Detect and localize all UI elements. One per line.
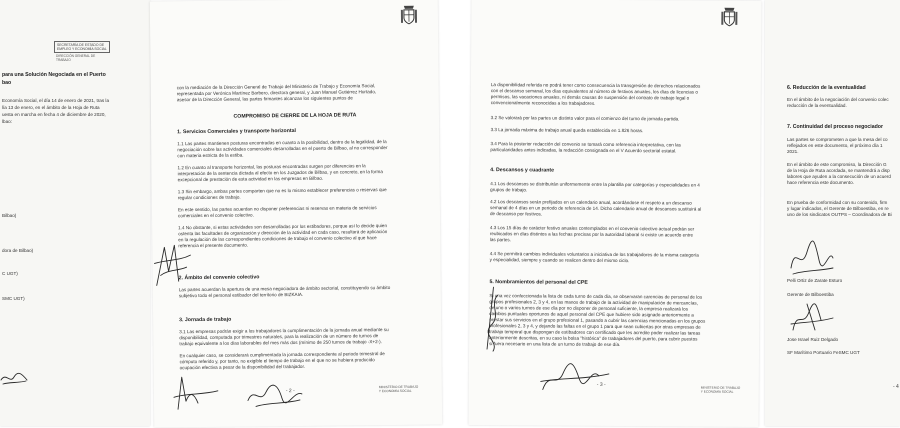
page-number: - 2 -: [286, 388, 295, 394]
paragraph-line: permisos, las vacaciones anuales, ni demás causas de suspensión del contrato de trabajo legal o: [491, 94, 689, 101]
paragraph-line: reducción de la eventualidad.: [787, 103, 847, 109]
signatory-role: Gerente de Bilboestiba: [787, 292, 834, 298]
page1-list-item: dora de Bilbao): [2, 248, 33, 254]
paragraph-line: 1.2 En cuanto al transporte horizontal, las posturas encontradas surgen por diferencias en la: [177, 163, 365, 171]
section-heading-7: 7. Continuidad del proceso negociador: [787, 124, 883, 130]
paragraph-line: 4.3 Los 15 días de carácter festivo anuales contemplados en el convenio colectivo actual podrán ser: [490, 225, 694, 233]
section-heading-2: 2. Ámbito del convenio colectivo: [179, 274, 260, 281]
paragraph-line: prestar sus servicios en el grupo profesional 1, pasando a cubrir las carencias mencionadas en los grupos: [489, 317, 705, 325]
section-heading-6: 6. Reducción de la eventualidad: [787, 85, 866, 91]
stamp-line: MINISTERIO DE TRABAJO: [379, 385, 418, 389]
paragraph-line: disponibilidad, computada por trimestres naturales, para la realización de un número de turnos de: [179, 333, 378, 341]
page1-list-item: Bilbao): [2, 213, 16, 219]
signatory-role: SF Marítimo Portuario FeSMC UGT: [787, 350, 860, 356]
paragraph-line: reubicados en días distintos a las fechas precisas por la autoridad laboral si existe un acuerdo entre: [490, 231, 693, 239]
page1-list-item: C UGT): [2, 271, 18, 277]
paragraph-line: Las partes acuerdan la apertura de una mesa negociadora de ámbito sectorial, constituyendo su ámbito: [179, 285, 391, 293]
page1-title-line: bao: [2, 80, 11, 86]
paragraph-line: negociación sobre las actividades comerciales desarrolladas en el puerto de Bilbao, al no corresponder: [177, 145, 387, 153]
paragraph-line: grupos profesionales 2, 3 y 4, en las manos de trabajo de la actividad de manipulación de mercancías,: [489, 299, 698, 307]
signature-scribble: [787, 238, 837, 278]
spanish-coat-of-arms-icon: [398, 3, 420, 27]
stamp-line: Y ECONOMÍA SOCIAL: [379, 389, 418, 393]
section-heading-3: 3. Jornada de trabajo: [179, 317, 231, 324]
paragraph-line: anteriormente descritas, en su caso la bolsa "histórica" de trabajadores del puerto, para cubrir puestos: [489, 335, 697, 343]
paragraph-line: En este sentido, las partes acuerdan no disponer preferencias ni reservas en materia de servicios: [178, 205, 377, 213]
section-heading-5: 5. Nombramientos del personal del CPE: [489, 279, 587, 286]
signatory-name: Pelli Ortiz de Zarate Esturo: [787, 278, 842, 284]
paragraph-line: hace referencia este documento.: [787, 180, 854, 186]
signature-scribble: [539, 351, 629, 396]
paragraph-line: semanal de 4 días en un periodo de referencia de 14. Dicho calendario anual de descansos sustituirá al: [490, 205, 701, 213]
section-heading-1: 1. Servicios Comerciales y transporte horizontal: [177, 128, 296, 135]
paragraph-line: profesionales 2, 3 y 4, y dejando las faltas en el grupo 1 para que sean cubiertas por otras empresas de: [489, 323, 700, 331]
paragraph-line: En cualquier caso, se considerará cumplimentada la jornada correspondiente al periodo trimestral de: [179, 351, 384, 359]
paragraph-line: labores que ayuden a la consecución de un acuerd: [787, 174, 891, 180]
paragraph-line: trabajo temporal que dispongan de estibadores con certificado que les acredite poder realizar las tareas: [489, 329, 700, 337]
paragraph-line: subjetivo todo el personal estibador del territorio de BIZKAIA.: [179, 292, 303, 299]
paragraph-line: y especialidad, siempre y cuando se realicen dentro del mismo ciclo.: [490, 257, 630, 264]
paragraph-line: trabajo equivalente a los días laborables del mes más dos (mínimo de 250 turnos de trabajo -X+2-).: [179, 339, 382, 347]
paragraph-line: 2021.: [787, 149, 799, 155]
paragraph-line: ostenta las facultades de organización y dirección de la actividad en cada caso, resultará de aplicación: [178, 229, 387, 237]
paragraph-line: excepcional de prestación de esta actividad en las empresas en Bilbao.: [178, 176, 324, 184]
document-page-4: [765, 0, 900, 426]
paragraph-line: ocupación efectiva a pesar de la disponibilidad del trabajador.: [180, 364, 305, 371]
header-sub-line: TRABAJO: [56, 58, 95, 62]
paragraph-line: regular condiciones de trabajo.: [178, 195, 241, 202]
paragraph-line: 1.1 Las partes mantienen posturas encontradas en cuanto a la posibilidad, dentro de la legalidad, de la: [177, 139, 386, 147]
paragraph-line: 3.1 Las empresas podrán exigir a los trabajadores la cumplimentación de la jornada anual mediante su: [179, 327, 388, 335]
document-page-1: [0, 0, 150, 426]
signatory-name: Jose Israel Ruiz Delgado: [787, 337, 838, 343]
paragraph-line: convencionalmente reconocidas a los trabajadores.: [491, 100, 596, 107]
page-number: - 3 -: [597, 382, 606, 388]
signature-scribble: [479, 285, 509, 355]
paragraph-line: cómputo referido y, por tanto, no exigible el tiempo de trabajo en el que no se hubiera producido: [180, 357, 375, 365]
page-number: - 4: [893, 384, 899, 390]
paragraph-line: particularidades antes indicadas, la redacción consignada en el V Acuerdo sectorial estatal.: [490, 147, 676, 154]
paragraph-line: referencia el presente documento.: [178, 243, 248, 250]
paragraph-line: 3.2 Se valorará por las partes un distinto valor para el comienzo del turno de jornada partida.: [491, 115, 680, 122]
section-heading-4: 4. Descansos y cuadrante: [490, 167, 554, 173]
paragraph-line: las partes.: [490, 237, 511, 243]
paragraph-line: con el descanso semanal, los días equivalentes al número de festivos anuales, los días de licencias o: [491, 88, 698, 96]
intro-line: con la mediación de la Dirección General de Trabajo del Ministerio de Trabajo y Economía Social,: [177, 83, 376, 91]
paragraph-line: 3.4 Para la posterior redacción del convenio se tomará como referencia interpretativa, con las: [490, 141, 681, 148]
paragraph-line: En el ámbito de la negociación del convenio colec: [787, 97, 889, 103]
paragraph-line: Si una vez confeccionada la lista de cada turno de cada día, se observaran carencias de personal de los: [489, 293, 702, 301]
paragraph-line: en la regulación de las correspondientes condiciones de trabajo el convenio colectivo al que hace: [178, 235, 376, 243]
header-box-line: EMPLEO Y ECONOMÍA SOCIAL: [57, 47, 107, 51]
paragraph-line: 3.3 La jornada máxima de trabajo anual queda establecida en 1.826 horas.: [491, 127, 644, 134]
stamp-line: Y ECONOMÍA SOCIAL: [701, 390, 740, 394]
paragraph-line: y lugar indicados, el Gerente de Bilboestiba, en re: [787, 206, 889, 212]
page1-text-line: uesta en marcha en fecha 4 de diciembre de 2020,: [2, 112, 106, 118]
paragraph-line: de la Hoja de Ruta acordada, se mantendrá a disp: [787, 168, 890, 174]
paragraph-line: Las partes se comprometen a que la mesa del co: [787, 137, 888, 143]
page1-list-item: SMC UGT): [2, 296, 25, 302]
page1-text-line: lbao:: [2, 119, 12, 125]
ministry-stamp: [701, 386, 740, 394]
ministry-stamp: [379, 385, 419, 393]
section-title-compromiso: COMPROMISO DE CIERRE DE LA HOJA DE RUTA: [151, 111, 439, 120]
spanish-coat-of-arms-icon: [718, 5, 740, 29]
ministry-header-box: [54, 41, 110, 53]
paragraph-line: 1.4 No obstante, si estas actividades son desarrolladas por los estibadores, porque así lo decide quien: [178, 223, 387, 231]
signature-scribble: [787, 300, 837, 336]
paragraph-line: La disponibilidad referida no podrá tener como consecuencia la transgresión de derechos relacionados: [491, 82, 700, 90]
paragraph-line: En el ámbito de este compromiso, la Dirección G: [787, 162, 887, 168]
paragraph-line: de uno o varios turnos de ese día por no disponer de personal suficiente, la empresa realizará los: [489, 305, 688, 312]
signature-scribble: [152, 241, 193, 289]
paragraph-line: 1.3 Sin embargo, ambas partes comparten que no es lo mismo establecer preferencias o reservas que: [178, 187, 387, 195]
paragraph-line: grupos de trabajo.: [490, 187, 527, 193]
paragraph-line: con materia estricta de la estiba.: [177, 153, 243, 160]
paragraph-line: cambios puntuales oportunos de aquel personal del CPE que hubiere sido asignado anteriormente a: [489, 311, 694, 319]
signature-scribble: [172, 373, 222, 414]
header-sub-line: DIRECCIÓN GENERAL DE: [56, 54, 95, 58]
signature-scribble: [0, 368, 30, 388]
page1-text-line: lía 13 de enero, en el ámbito de la Hoja de Ruta: [2, 105, 100, 111]
paragraph-line: 4.4 Se permitirá cambios individuales voluntarios a iniciativa de los trabajadores de la misma categoría: [490, 251, 699, 259]
paragraph-line: interpretación de la sentencia dictada al efecto en los Juzgados de Bilbao, y en concreto, en la forma: [178, 169, 383, 177]
stamp-line: MINISTERIO DE TRABAJO: [701, 386, 740, 390]
intro-line: representada por Verónica Martínez Barbero, directora general, y Juan Manuel Gutiérrez Hurtado,: [177, 89, 376, 97]
document-page-2: [150, 0, 442, 427]
intro-line: asesor de la Dirección General, las partes firmantes alcanzan los siguientes puntos de: [177, 95, 353, 103]
paragraph-line: uno de los sindicatos OUTPS – Coordinadora de Bi: [787, 212, 892, 218]
paragraph-line: de descanso por festivos.: [490, 211, 542, 217]
paragraph-line: 4.1 Los descansos se distribuirán uniformemente entre la plantilla por categorías y especialidades en 4: [490, 181, 700, 189]
header-box-line: SECRETARÍA DE ESTADO DE: [57, 43, 107, 47]
signature-scribble: [246, 380, 306, 411]
paragraph-line: reflejados en este documento, el próximo día 1: [787, 143, 883, 149]
document-page-3: [469, 0, 762, 427]
paragraph-line: 4.2 Los descansos serán prefijados en un calendario anual, acordándose el respeto a un descanso: [490, 199, 692, 207]
page1-text-line: Economía Social, el día 14 de enero de 2021, tras la: [2, 98, 109, 104]
paragraph-line: comerciales en el convenio colectivo.: [178, 212, 254, 219]
page1-title-line: para una Solución Negociada en el Puerto: [2, 72, 106, 78]
paragraph-line: En prueba de conformidad con su contenido, firm: [787, 200, 887, 206]
directorate-header: [56, 54, 95, 62]
paragraph-line: si fuera necesario en una lista de un turno de trabajo de ese día.: [489, 341, 620, 348]
